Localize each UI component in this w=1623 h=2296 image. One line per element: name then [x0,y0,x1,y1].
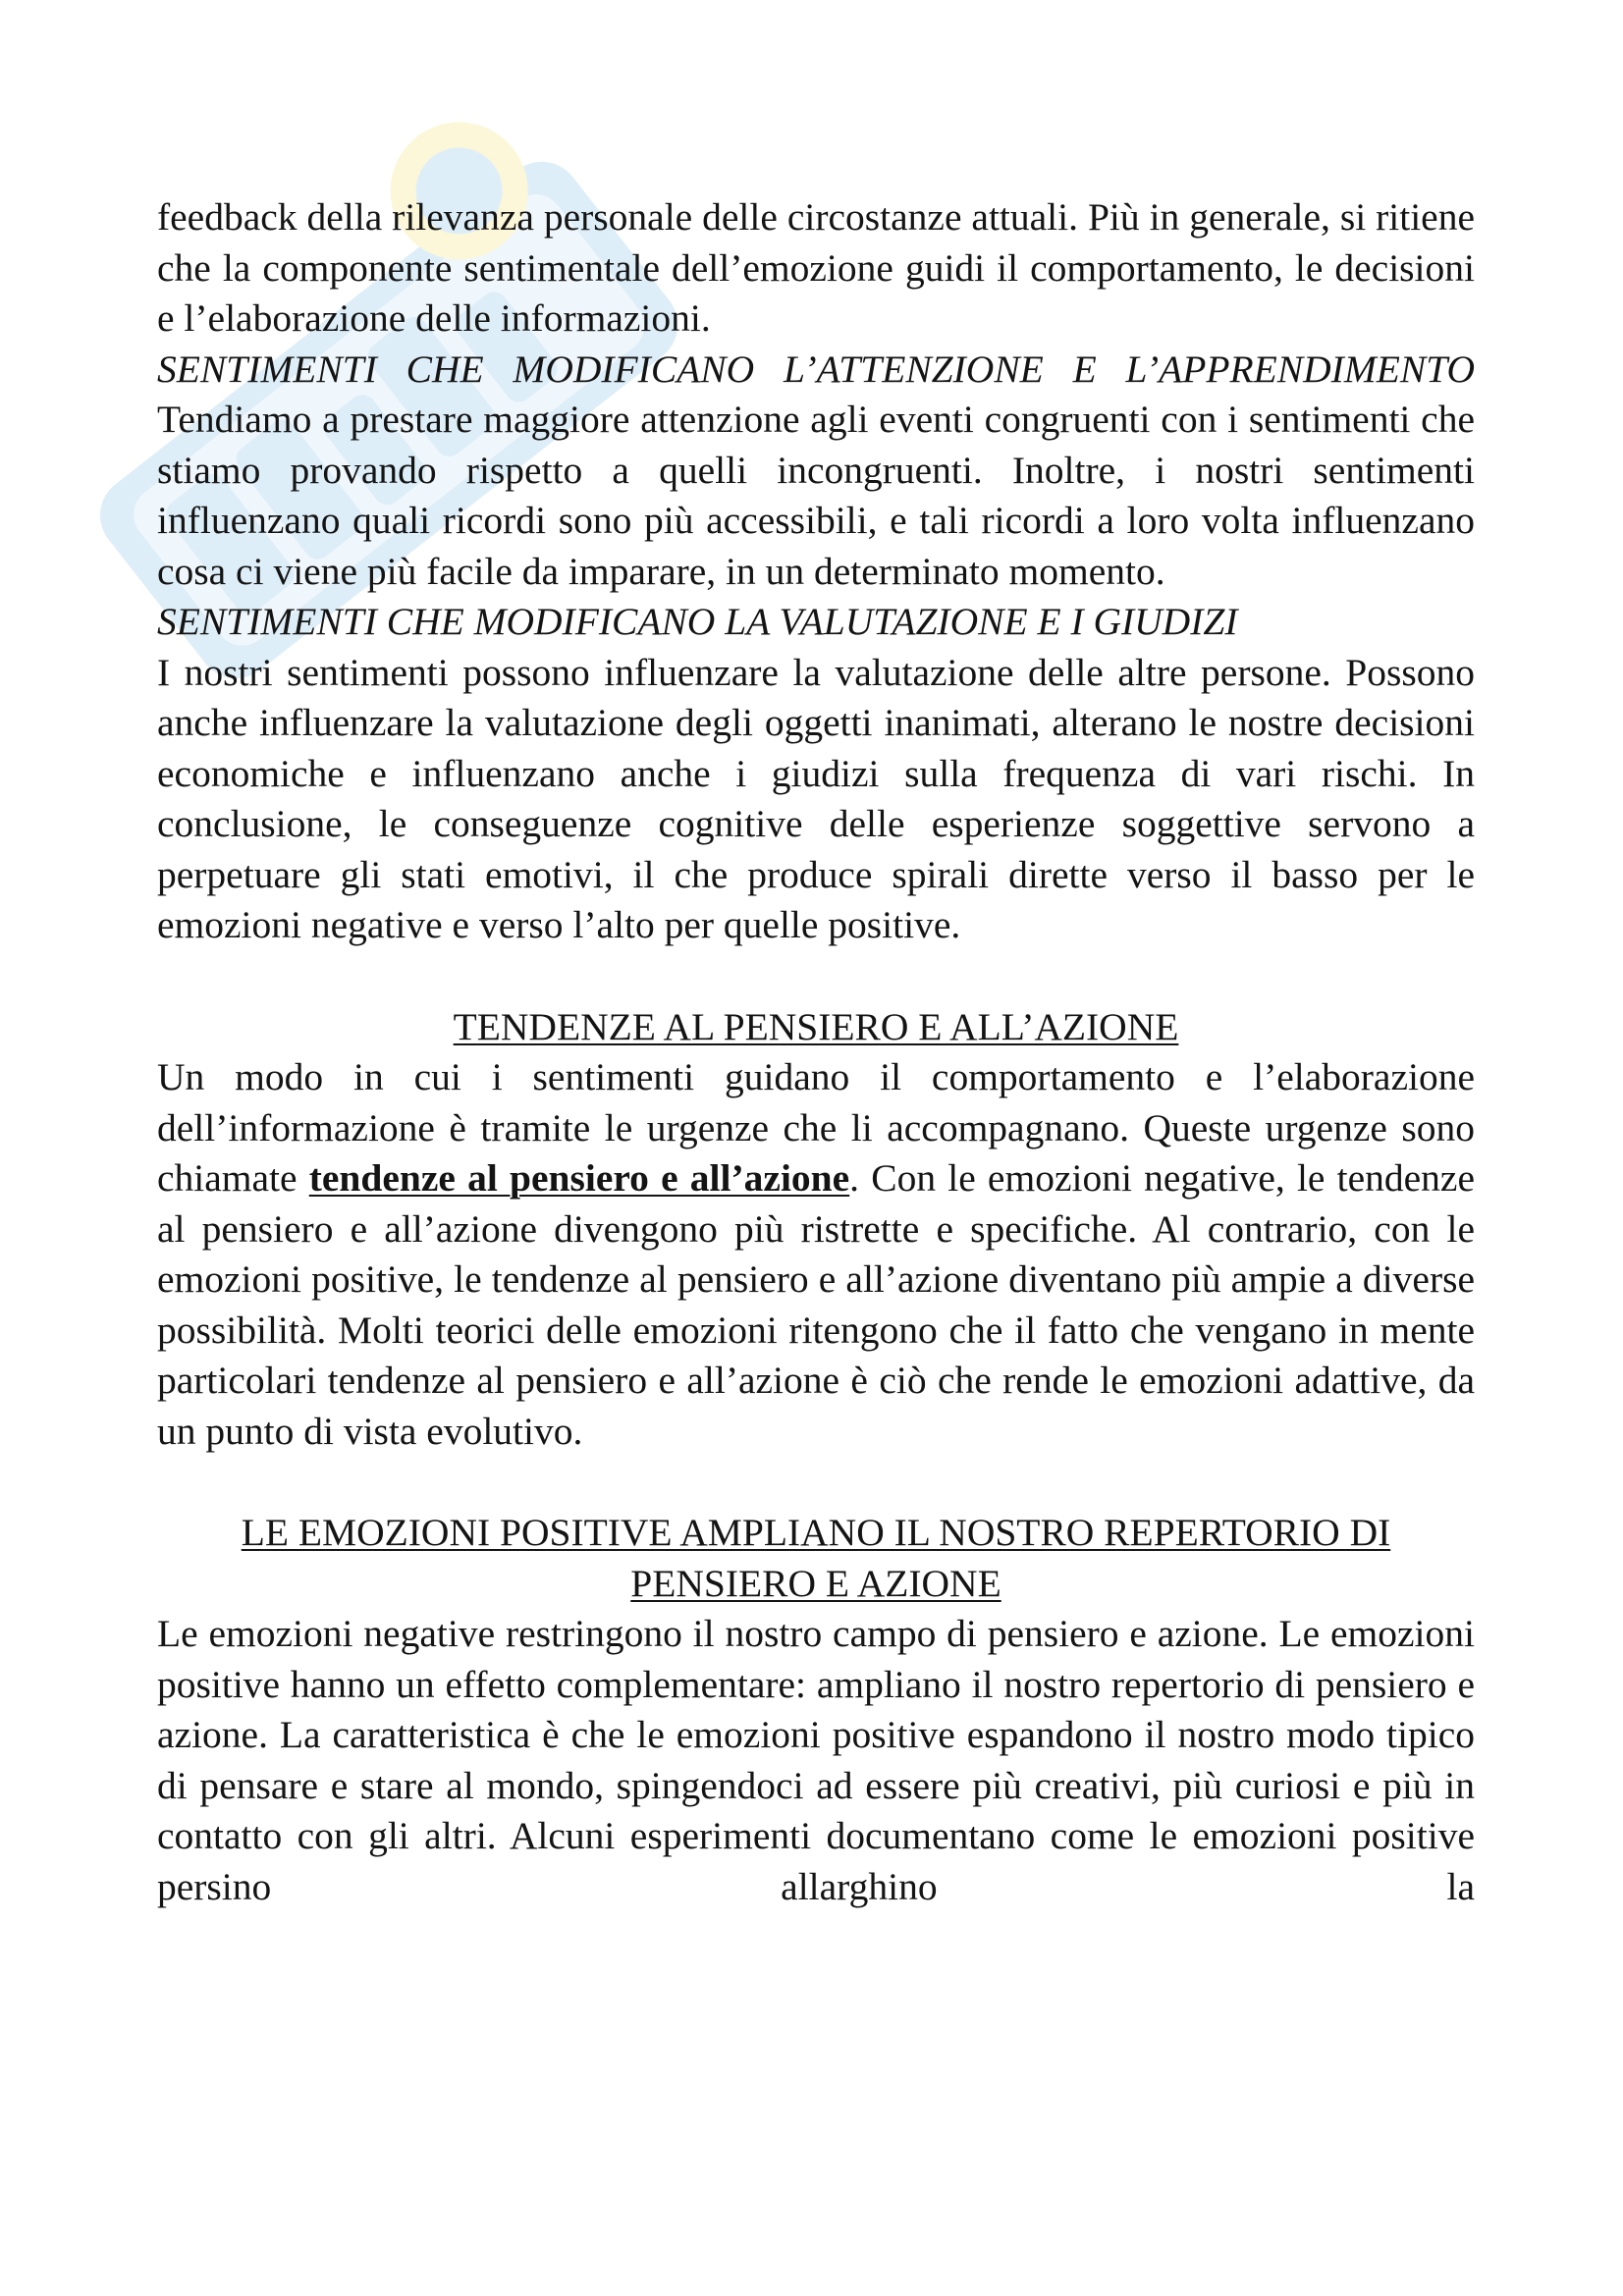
spacer [157,1457,1475,1508]
paragraph-valutazione: I nostri sentimenti possono influenzare la valutazione delle altre persone. Possono anche influenzare la valutazione degli oggetti inanimati, alterano le nostre decisioni economiche e influenzano anche i giudizi sulla frequenza di vari rischi. In conclusione, le conseguenze cognitive delle esperienze soggettive servono a perpetuare gli stati emotivi, il che produce spirali dirette verso il basso per le emozioni negative e verso l’alto per quelle positive. [157,650,1475,946]
section-heading-tendenze: TENDENZE AL PENSIERO E ALL’AZIONE [453,1004,1179,1048]
paragraph-tendenze-text-before: Un modo in cui i sentimenti guidano il comportamento e l’elaborazione dell’informazione è tramite le urgenze che li accompagnano. Queste urgenze sono chiamate [157,1055,1475,1200]
paragraph-tendenze [157,1052,1475,1457]
document-body [157,192,1475,1912]
paragraph-feedback: feedback della rilevanza personale delle circostanze attuali. Più in generale, si ritiene che la componente sentimentale dell’emozione guidi il comportamento, le decisioni e l’elaborazione delle informazioni. [157,195,1475,340]
section-heading-emozioni-positive-line1: LE EMOZIONI POSITIVE AMPLIANO IL NOSTRO REPERTORIO DI [241,1511,1391,1554]
paragraph-tendenze-text-after: . Con le emozioni negative, le tendenze al pensiero e all’azione divengono più ristrette e specifiche. Al contrario, con le emozioni positive, le tendenze al pensiero e all’azione diventano più ampie a diverse possibilità. Molti teorici delle emozioni ritengono che il fatto che vengano in mente particolari tendenze al pensiero e all’azione è ciò che rende le emozioni adattive, da un punto di vista evolutivo. [157,1156,1475,1453]
paragraph-emozioni-positive: Le emozioni negative restringono il nostro campo di pensiero e azione. Le emozioni positive hanno un effetto complementare: ampliano il nostro repertorio di pensiero e azione. La caratteristica è che le emozioni positive espandono il nostro modo tipico di pensare e stare al mondo, spingendoci ad essere più creativi, più curiosi e più in contatto con gli altri. Alcuni esperimenti documentano come le emozioni positive persino allarghino la [157,1612,1475,1908]
subheading-valutazione-giudizi: SENTIMENTI CHE MODIFICANO LA VALUTAZIONE E I GIUDIZI [157,600,1238,643]
key-term-tendenze: tendenze al pensiero e all’azione [308,1156,850,1200]
subheading-attenzione-apprendimento: SENTIMENTI CHE MODIFICANO L’ATTENZIONE E L’APPRENDIMENTO [157,347,1475,391]
section-heading-emozioni-positive-line2: PENSIERO E AZIONE [630,1561,1001,1605]
spacer [157,951,1475,1002]
paragraph-attenzione: Tendiamo a prestare maggiore attenzione agli eventi congruenti con i sentimenti che stiamo provando rispetto a quelli incongruenti. Inoltre, i nostri sentimenti influenzano quali ricordi sono più accessibili, e tali ricordi a loro volta influenzano cosa ci viene più facile da imparare, in un determinato momento. [157,398,1475,593]
